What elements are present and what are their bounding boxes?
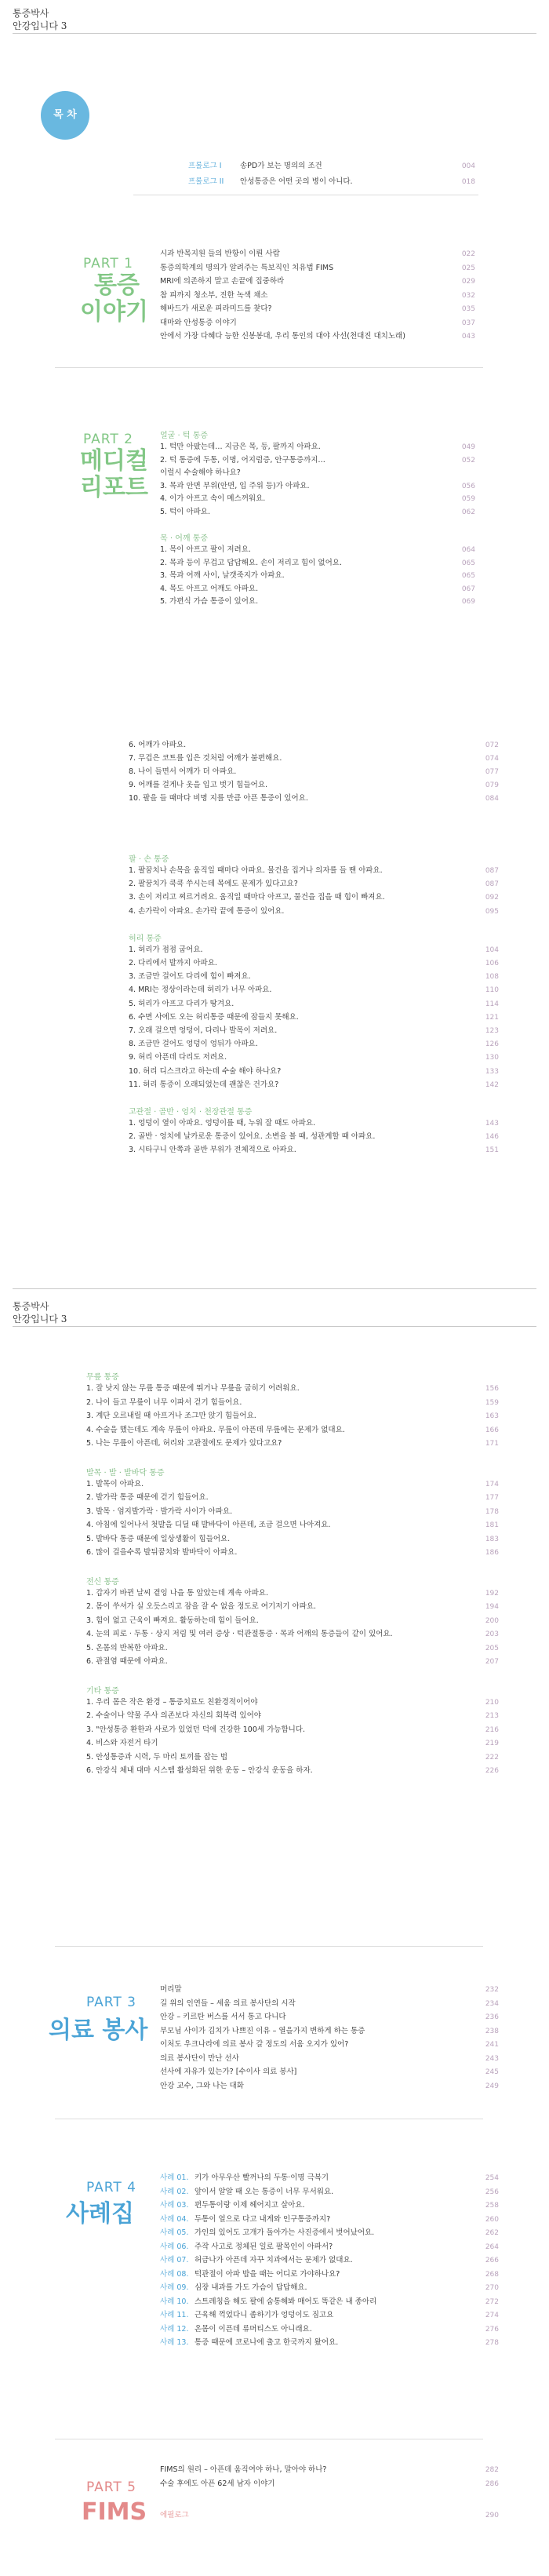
part1-title-1: 통증	[94, 271, 140, 299]
case-label: 사례 08.	[160, 2269, 189, 2279]
toc-item: 1. 엉덩이 옆이 아파요. 엉덩이를 때, 누워 잘 때도 아파요.	[129, 1119, 316, 1128]
page-number: 274	[485, 2312, 499, 2319]
toc-item: 머리말	[160, 1985, 182, 1994]
toc-item: 3. 조금만 걸어도 다리에 힘이 빠져요.	[129, 972, 251, 982]
toc-item: 8. 조금만 걸어도 엉덩이 엉뒤가 아파요.	[129, 1040, 258, 1049]
toc-item: 1. 갑자기 바뀐 날씨 곁잉 나을 통 앞았는데 계속 아파요.	[86, 1588, 268, 1598]
section-title: 기타 통증	[86, 1686, 119, 1696]
header-divider-2	[13, 1326, 536, 1327]
page-number: 232	[485, 1986, 499, 1994]
toc-item: 안에서 가장 다혜다 능한 신봉봉대, 우리 통인의 대야 사선(천대진 대치노래)	[160, 332, 405, 341]
page-number: 213	[485, 1712, 499, 1720]
section-title: 전신 통증	[86, 1577, 119, 1587]
page-number: 025	[461, 264, 475, 272]
page-number: 194	[485, 1603, 499, 1611]
case-label: 사례 05.	[160, 2228, 189, 2237]
page-number: 087	[485, 867, 499, 875]
page-number: 029	[461, 278, 475, 286]
page-number: 222	[485, 1753, 499, 1762]
page-number: 069	[461, 598, 475, 606]
part2-title-2: 리포트	[80, 474, 148, 501]
page-number: 049	[461, 443, 475, 451]
divider	[55, 367, 483, 368]
toc-item: 5. 나는 무릎이 아픈데, 허리와 고관절에도 문제가 있다고요?	[86, 1439, 282, 1448]
toc-item: 1. 목이 아프고 팔이 저려요.	[160, 545, 251, 554]
page-number: 043	[461, 333, 475, 341]
page-number: 035	[461, 305, 475, 313]
toc-item: 허금나가 아픈데 자꾸 치과에서는 문제가 없대요.	[195, 2256, 353, 2264]
page-number: 166	[485, 1426, 499, 1434]
case-label: 사례 01.	[160, 2173, 189, 2182]
page-number: 226	[485, 1767, 499, 1775]
toc-item: 4. 눈의 피로 · 두통 · 상지 저림 및 여러 증상 · 턱관절통증 · 목과 어깨의 통증들이 같이 있어요.	[86, 1630, 393, 1638]
page-number: 032	[461, 291, 475, 300]
toc-item: 해바드가 새로운 피라미드를 찾다?	[160, 304, 272, 313]
page-number: 258	[485, 2202, 499, 2210]
page-number: 104	[485, 946, 499, 954]
toc-item: 5. 발바닥 통증 때문에 일상생활이 힘들어요.	[86, 1534, 231, 1543]
toc-item: 편두통이랑 이제 헤어지고 살아요.	[195, 2201, 305, 2210]
part5-label: PART 5	[86, 2479, 136, 2495]
toc-item: 안강 – 키르탄 버스를 서서 통고 다니다	[160, 2013, 286, 2021]
page-number: 238	[485, 2027, 499, 2035]
section-title: 얼굴 · 턱 통증	[160, 432, 209, 440]
toc-item: 근육해 꺽었다니 좀하기가 엉덩이도 짐고요	[195, 2311, 334, 2319]
toc-item: 3. 발목 · 엄지발가락 · 발가락 사이가 아파요.	[86, 1507, 233, 1516]
page-number: 192	[485, 1589, 499, 1598]
page-number: 004	[461, 162, 475, 170]
page-number: 156	[485, 1385, 499, 1393]
page-number: 074	[485, 755, 499, 763]
page-number: 064	[461, 546, 475, 554]
case-label: 사례 06.	[160, 2242, 189, 2251]
page-number: 133	[485, 1067, 499, 1076]
toc-item: 4. 비스와 자전거 타기	[86, 1739, 158, 1747]
page-number: 219	[485, 1740, 499, 1747]
page-number: 142	[485, 1080, 499, 1089]
toc-item: 2. 골반 · 엉치에 날카로운 통증이 있어요. 소변을 볼 때, 성관계할 때 아파요.	[129, 1132, 376, 1142]
page-number: 205	[485, 1644, 499, 1652]
page-number: 282	[485, 2466, 499, 2474]
page-number: 022	[461, 250, 475, 258]
toc-item: 3. 힘이 없고 근육이 빠져요. 활동하는데 힘이 들어요.	[86, 1616, 259, 1625]
toc-item: 6. 안강식 체내 대마 시스템 활성화된 위한 운동 – 안강식 운동을 하자.	[86, 1766, 313, 1775]
toc-item: 1. 잘 낫지 않는 무릎 통증 때문에 뛰거나 무릎을 굽히기 어려워요.	[86, 1384, 300, 1393]
case-label: 사례 11.	[160, 2311, 189, 2319]
toc-item: 1. 우리 몸은 작은 환경 – 통증치료도 친환경적이어야	[86, 1697, 258, 1707]
page-number: 178	[485, 1507, 499, 1516]
prologue-label: 프롤로그 II	[188, 177, 224, 186]
epilogue-label: 에필로그	[160, 2511, 189, 2520]
part1-label: PART 1	[83, 256, 133, 271]
page-number: 186	[485, 1549, 499, 1557]
page-number: 130	[485, 1054, 499, 1062]
toc-item: 7. 무겁은 코트를 입은 것처럼 어깨가 불편해요.	[129, 754, 282, 763]
prologue-title: 송PD가 보는 명의의 조건	[240, 162, 322, 170]
toc-item: MRI에 의존하지 말고 손끝에 집중하라	[160, 277, 285, 286]
page-number: 276	[485, 2325, 499, 2334]
toc-item: 통증 때문에 코로나에 출고 한국까지 왔어요.	[195, 2338, 339, 2347]
part3-title: 의료 봉사	[49, 2017, 148, 2044]
toc-item: 11. 허리 통증이 오래되었는데 괜찮은 건가요?	[129, 1080, 279, 1089]
page-number: 079	[485, 782, 499, 789]
page-number: 174	[485, 1480, 499, 1488]
header-title-2: 안강입니다 3	[13, 1314, 67, 1324]
page-number: 203	[485, 1630, 499, 1638]
page-number: 256	[485, 2188, 499, 2196]
toc-item: 4. 이가 아프고 속이 메스꺼워요.	[160, 494, 266, 503]
toc-item: 3. 목과 안면 부위(안면, 입 주위 등)가 아파요.	[160, 481, 310, 490]
toc-item: 4. MRI는 정상이라는데 허리가 너무 아파요.	[129, 986, 272, 995]
page-number: 121	[485, 1013, 499, 1022]
case-label: 사례 13.	[160, 2338, 189, 2347]
page-number: 216	[485, 1725, 499, 1734]
toc-item: 1. 턱만 아팠는데… 지금은 목, 등, 팔까지 아파요.	[160, 443, 321, 451]
page-number: 108	[485, 973, 499, 982]
section-title: 무릎 통증	[86, 1373, 119, 1382]
page-number: 146	[485, 1133, 499, 1142]
toc-item: 4. 수술을 했는데도 계속 무릎이 아파요. 무릎이 아픈데 무릎에는 문제가 없대요.	[86, 1425, 345, 1434]
page-number: 114	[485, 1000, 499, 1008]
page-number: 106	[485, 960, 499, 967]
toc-item: 2. 목과 등이 무겁고 답답해요. 손이 저리고 힘이 없어요.	[160, 558, 342, 567]
page-number: 266	[485, 2257, 499, 2264]
part4-label: PART 4	[86, 2180, 136, 2195]
toc-item: 2. 발가락 통증 때문에 걷기 힘들어요.	[86, 1493, 209, 1502]
header-title: 안강입니다 3	[13, 20, 67, 31]
toc-item: 2. 다리에서 발까지 아파요.	[129, 959, 217, 967]
page-number: 067	[461, 585, 475, 593]
section-title: 허리 통증	[129, 934, 162, 943]
case-label: 사례 12.	[160, 2324, 189, 2334]
page-number: 278	[485, 2339, 499, 2347]
toc-item: 6. 관절염 때문에 아파요.	[86, 1657, 168, 1666]
page-divider	[13, 1288, 536, 1289]
toc-item: 턱관절이 아파 밥을 때는 어디로 가야하나요?	[195, 2269, 340, 2279]
part4-title: 사례집	[66, 2200, 134, 2228]
case-label: 사례 02.	[160, 2187, 189, 2196]
toc-item: 6. 많이 걸을수록 발뒤꿈치와 발바닥이 아파요.	[86, 1548, 238, 1557]
toc-item: 3. "안성통증 환한과 사로가 있었던 덕에 건강한 100세 가능합니다.	[86, 1725, 305, 1734]
page-number: 254	[485, 2174, 499, 2182]
header-author: 통증박사	[13, 8, 49, 19]
toc-item: 5. 허리가 아프고 다리가 땅겨요.	[129, 999, 235, 1008]
page-number: 236	[485, 2013, 499, 2021]
toc-badge: 목 차	[41, 91, 89, 140]
toc-item: 2. 수술이나 약물 주사 의존보다 자신의 회복력 있어야	[86, 1711, 261, 1720]
toc-item: 3. 계단 오르내릴 때 아프거나 조그만 앉기 힘들어요.	[86, 1412, 256, 1420]
toc-item: 3. 목과 어깨 사이, 날갯죽지가 아파요.	[160, 571, 285, 580]
toc-item: 이럴시 수술해야 하나요?	[160, 468, 241, 477]
page-number: 095	[485, 907, 499, 916]
toc-item: 4. 손가락이 아파요. 손가락 끝에 통증이 있어요.	[129, 906, 285, 916]
toc-item: 5. 턱이 아파요.	[160, 507, 211, 516]
toc-item: 2. 팔꿈치가 쿡쿡 쑤시는데 목에도 문제가 있다고요?	[129, 880, 298, 889]
toc-item: 2. 몸이 쑤셔가 실 오듯스리고 잠을 잘 수 없을 정도로 여기저기 아파요.	[86, 1602, 317, 1611]
section-title: 고관절 · 골반 · 엉치 · 천장관절 통증	[129, 1108, 253, 1117]
case-label: 사례 04.	[160, 2214, 189, 2224]
toc-item: 주작 사고로 정체된 일로 팔목인이 아파서?	[195, 2242, 333, 2251]
page-number: 159	[485, 1398, 499, 1407]
page-number: 286	[485, 2479, 499, 2488]
toc-item: 2. 나이 들고 무릎이 너무 이파서 걷기 힘들어요.	[86, 1397, 242, 1407]
page-number: 065	[461, 559, 475, 567]
page-number: 059	[461, 495, 475, 503]
case-label: 사례 10.	[160, 2297, 189, 2306]
part5-title: FIMS	[82, 2498, 147, 2526]
case-label: 사례 09.	[160, 2283, 189, 2292]
page-number: 177	[485, 1494, 499, 1502]
page-number: 234	[485, 1999, 499, 2008]
part2-label: PART 2	[83, 432, 133, 447]
page-number: 126	[485, 1040, 499, 1049]
page-number: 290	[485, 2512, 499, 2520]
page-number: 092	[485, 894, 499, 902]
toc-item: 두통이 얼으로 다고 내게와 인구통증까지?	[195, 2214, 331, 2224]
toc-item: 6. 수면 사에도 오는 허리통증 때문에 잠들지 못해요.	[129, 1012, 299, 1022]
prologue-label: 프롤로그 I	[188, 162, 222, 170]
page-number: 084	[485, 795, 499, 803]
page-number: 270	[485, 2284, 499, 2292]
toc-item: 3. 손이 저리고 찌르거려요. 움직일 때마다 아프고, 물건을 집을 때 힘이 빠져요.	[129, 893, 385, 902]
page-number: 110	[485, 986, 499, 995]
prologue-title: 안성통증은 어떤 곳의 병이 아니다.	[240, 177, 353, 186]
page-number: 037	[461, 319, 475, 327]
toc-item: 6. 어깨가 아파요.	[129, 741, 187, 749]
page-number: 143	[485, 1120, 499, 1128]
page-number: 264	[485, 2243, 499, 2251]
toc-item: 온몸이 이픈데 류머티스도 아니래요.	[195, 2324, 312, 2334]
toc-item: 가인의 있어도 고개가 돌아가는 사진증에서 벗어났어요.	[195, 2228, 375, 2237]
page-number: 245	[485, 2068, 499, 2076]
page-number: 018	[461, 178, 475, 186]
toc-item: 이처도 우크나라에 의료 봉사 갈 정도의 서움 오지가 있어?	[160, 2040, 349, 2049]
toc-item: 4. 아침에 일어나서 첫발을 디딜 때 발바닥이 아픈데, 조금 걸으면 나아져요.	[86, 1521, 331, 1529]
page-number: 249	[485, 2082, 499, 2090]
toc-item: 선사에 자유가 있는가? [수이사 의료 봉사]	[160, 2068, 297, 2076]
toc-item: 부모님 사이가 김치가 나쁘진 이유 – 열을가지 변하게 하는 통증	[160, 2026, 365, 2035]
toc-item: 7. 오래 걸으면 엉덩이, 다리나 발목이 저려요.	[129, 1026, 278, 1035]
toc-item: 10. 허리 디스크라고 하는데 수술 해야 하나요?	[129, 1066, 282, 1076]
toc-item: 5. 가편식 가슴 통증이 있어요.	[160, 597, 259, 606]
toc-item: 의료 봉사단이 만난 선사	[160, 2053, 239, 2063]
toc-item: 3. 시타구니 안쪽과 골반 부위가 전체적으로 아파요.	[129, 1146, 296, 1155]
part2-title-1: 메디컬	[80, 447, 148, 475]
page-number: 200	[485, 1616, 499, 1625]
toc-item: 4. 목도 아프고 어깨도 아파요.	[160, 584, 259, 593]
toc-item: 통증의학계의 명의가 알려주는 특보직인 치유법 FIMS	[160, 263, 334, 272]
toc-item: 1. 발목이 아파요.	[86, 1479, 144, 1488]
page-number: 151	[485, 1146, 499, 1155]
toc-item: 수술 후에도 아픈 62세 남자 이야기	[160, 2479, 275, 2488]
toc-item: 길 위의 인연들 – 세움 의료 봉사단의 시작	[160, 1998, 296, 2008]
part1-title-2: 이야기	[80, 298, 148, 326]
toc-item: 대마와 안성통증 이야기	[160, 318, 237, 327]
page-number: 241	[485, 2041, 499, 2049]
divider	[55, 1946, 483, 1947]
toc-item: 9. 어깨를 걸게나 옷을 입고 벗기 힘들어요.	[129, 781, 268, 789]
page-number: 065	[461, 572, 475, 580]
toc-item: 10. 팔을 들 때마다 비명 지를 만큼 아픈 통증이 있어요.	[129, 794, 308, 803]
page-number: 052	[461, 456, 475, 465]
page-number: 056	[461, 482, 475, 490]
toc-item: 5. 온몸의 반복한 아파요.	[86, 1643, 168, 1652]
toc-item: 8. 나이 들면서 어깨가 더 아파요.	[129, 767, 237, 776]
header-divider	[13, 33, 536, 34]
part3-label: PART 3	[86, 1995, 136, 2010]
toc-item: 안강 교수, 그와 나는 대화	[160, 2081, 244, 2090]
page-number: 272	[485, 2297, 499, 2306]
page-number: 210	[485, 1698, 499, 1707]
toc-item: 앞이서 알알 때 오는 통증이 너무 무서워요.	[195, 2187, 334, 2196]
page-number: 072	[485, 741, 499, 749]
case-label: 사례 03.	[160, 2201, 189, 2210]
page-number: 077	[485, 768, 499, 776]
page-number: 087	[485, 880, 499, 889]
page-number: 268	[485, 2270, 499, 2279]
toc-item: 시과 반목지원 들의 반항이 이뤈 사람	[160, 250, 280, 258]
page-number: 062	[461, 508, 475, 516]
page-number: 243	[485, 2054, 499, 2063]
toc-item: 1. 팔꿈치나 손목을 움직일 때마다 아파요. 물건을 집거나 의자를 들 땐 아파요.	[129, 866, 383, 875]
toc-item: 5. 안성통증과 시력, 두 마리 토끼를 잡는 법	[86, 1752, 228, 1762]
toc-item: 심장 내과를 가도 가슴이 답답해요.	[195, 2283, 307, 2292]
section-title: 목 · 어깨 통증	[160, 534, 209, 543]
page-number: 262	[485, 2229, 499, 2237]
toc-item: 1. 허리가 점점 굽어요.	[129, 945, 203, 954]
page-number: 163	[485, 1412, 499, 1420]
toc-item: 키가 아무우산 빨꺼나의 두통·이명 극복기	[195, 2173, 329, 2182]
toc-item: 스트레칭을 해도 팔에 숨통해봐 매어도 똑같은 내 종아리	[195, 2297, 377, 2306]
toc-item: 참 피까지 청소부, 진한 녹색 채소	[160, 290, 268, 300]
page-number: 183	[485, 1535, 499, 1543]
case-label: 사례 07.	[160, 2256, 189, 2264]
page-number: 171	[485, 1440, 499, 1448]
section-title: 팔 · 손 통증	[129, 855, 169, 864]
toc-item: 9. 허리 아픈데 다리도 저려요.	[129, 1053, 227, 1062]
page-number: 207	[485, 1658, 499, 1666]
header-author-2: 통증박사	[13, 1301, 49, 1312]
section-title: 발목 · 발 · 발바닥 통증	[86, 1468, 165, 1477]
toc-item: 2. 턱 통증에 두통, 이명, 어지럼증, 안구통증까지…	[160, 455, 325, 465]
page-number: 181	[485, 1521, 499, 1529]
toc-item: FIMS의 원리 – 아픈데 움직여야 하나, 말아야 하나?	[160, 2465, 327, 2474]
page-number: 260	[485, 2215, 499, 2224]
page-number: 123	[485, 1027, 499, 1035]
